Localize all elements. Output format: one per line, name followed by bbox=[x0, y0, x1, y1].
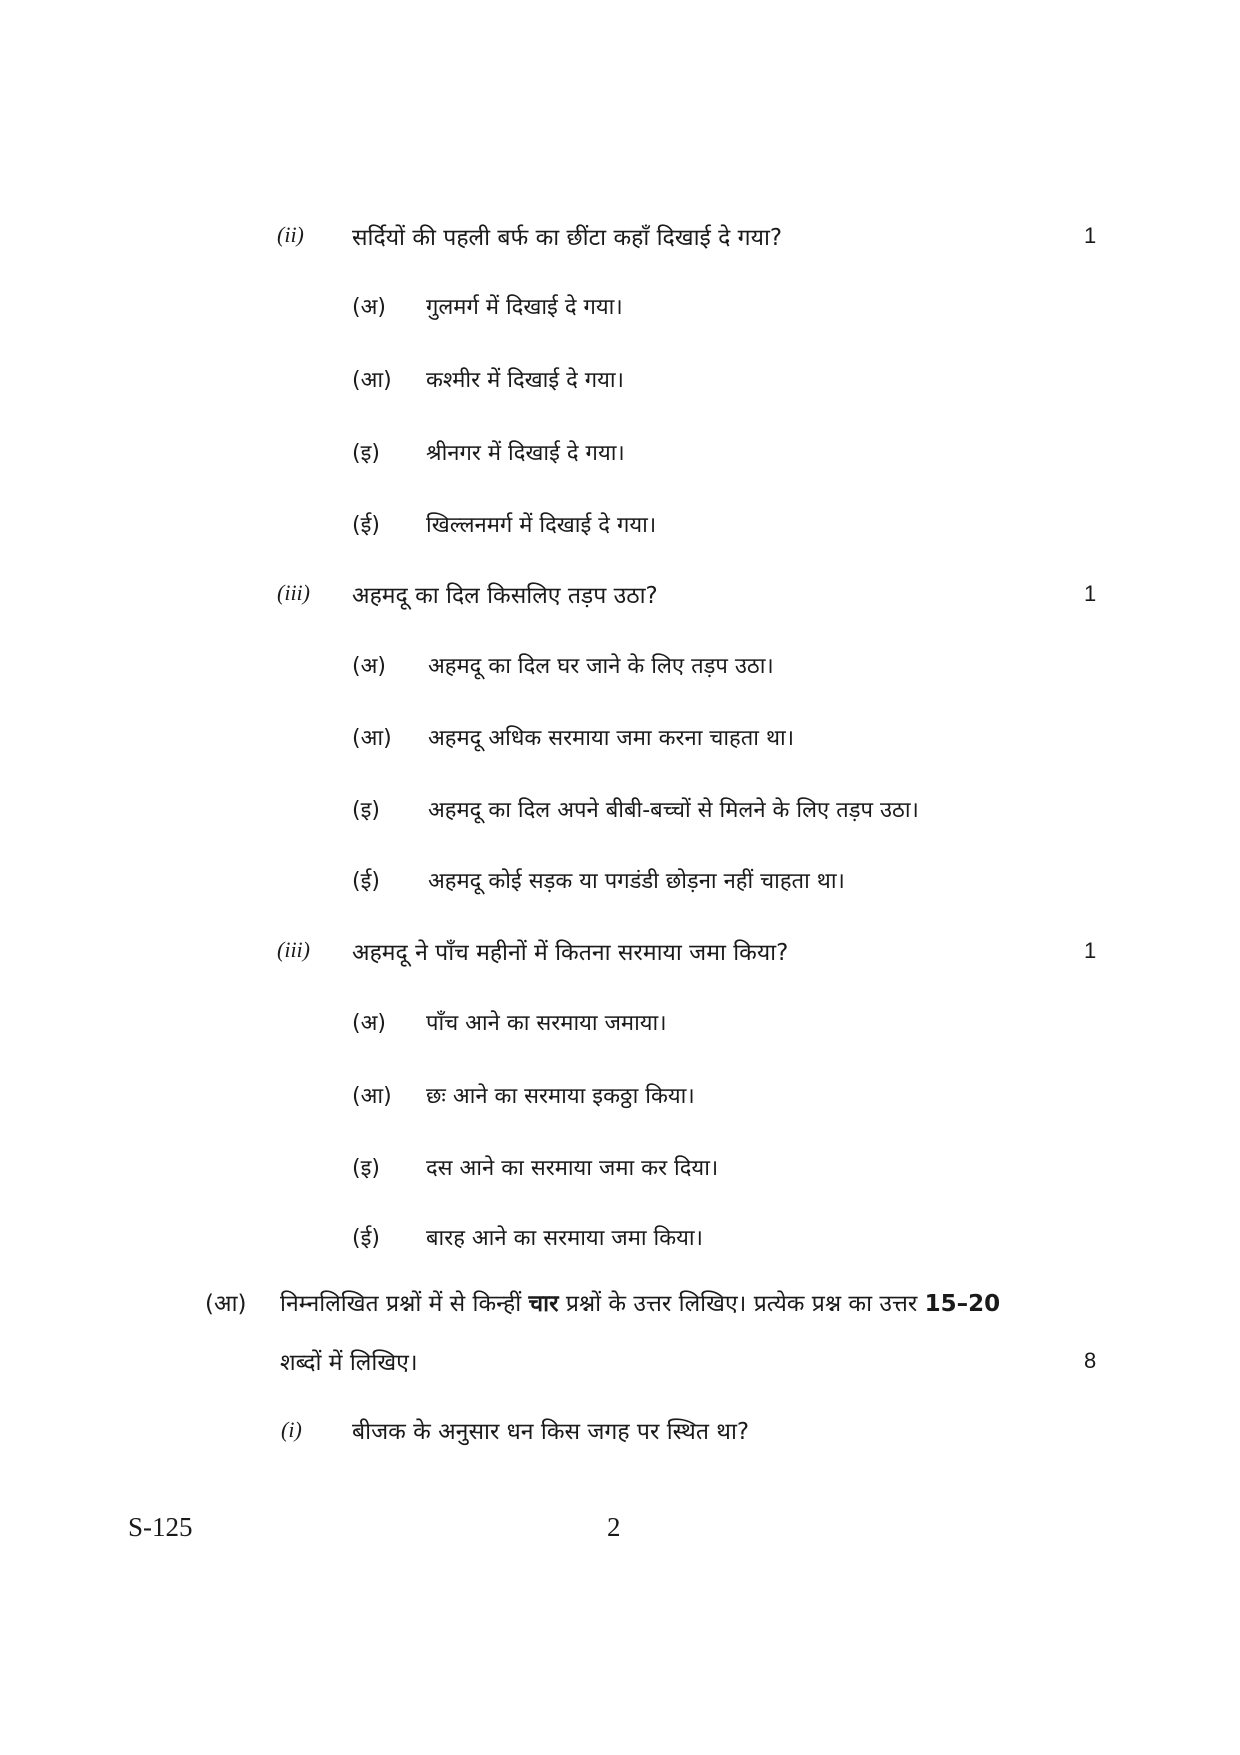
option-label: (इ) bbox=[352, 1156, 380, 1181]
question-text: अहमदू का दिल किसलिए तड़प उठा? bbox=[352, 583, 658, 609]
question-number: (iii) bbox=[277, 937, 310, 962]
option-text: अहमदू अधिक सरमाया जमा करना चाहता था। bbox=[428, 726, 795, 751]
instruction-word-range: 15–20 bbox=[924, 1291, 1001, 1317]
option-label: (आ) bbox=[352, 726, 392, 751]
option-text: गुलमर्ग में दिखाई दे गया। bbox=[426, 295, 623, 320]
option-label: (अ) bbox=[352, 654, 386, 679]
instruction-text: प्रश्नों के उत्तर लिखिए। प्रत्येक प्रश्न का उत्तर bbox=[565, 1291, 918, 1317]
question-marks: 1 bbox=[1084, 581, 1097, 606]
question-number: (i) bbox=[281, 1417, 302, 1442]
section-instruction-line1 bbox=[280, 1286, 1000, 1318]
option-text: श्रीनगर में दिखाई दे गया। bbox=[426, 441, 625, 466]
option-label: (अ) bbox=[352, 1011, 386, 1036]
instruction-text: निम्नलिखित प्रश्नों में से किन्हीं bbox=[280, 1291, 522, 1317]
option-label: (ई) bbox=[352, 1226, 380, 1251]
option-text: अहमदू कोई सड़क या पगडंडी छोड़ना नहीं चाहता था। bbox=[428, 869, 845, 894]
question-marks: 1 bbox=[1084, 223, 1097, 248]
section-marks: 8 bbox=[1084, 1348, 1097, 1373]
option-text: छः आने का सरमाया इकठ्ठा किया। bbox=[426, 1084, 695, 1109]
section-label: (आ) bbox=[205, 1291, 247, 1317]
option-label: (आ) bbox=[352, 1084, 392, 1109]
question-text: सर्दियों की पहली बर्फ का छींटा कहाँ दिखाई दे गया? bbox=[352, 225, 783, 251]
option-text: अहमदू का दिल घर जाने के लिए तड़प उठा। bbox=[428, 654, 774, 679]
option-label: (इ) bbox=[352, 441, 380, 466]
option-text: अहमदू का दिल अपने बीबी-बच्चों से मिलने के लिए तड़प उठा। bbox=[428, 798, 919, 823]
option-label: (अ) bbox=[352, 295, 386, 320]
question-marks: 1 bbox=[1084, 938, 1097, 963]
option-text: कश्मीर में दिखाई दे गया। bbox=[426, 368, 624, 393]
option-text: पाँच आने का सरमाया जमाया। bbox=[426, 1011, 667, 1036]
page-number: 2 bbox=[607, 1512, 621, 1542]
option-label: (ई) bbox=[352, 869, 380, 894]
instruction-emphasis: चार bbox=[528, 1291, 559, 1317]
option-text: बारह आने का सरमाया जमा किया। bbox=[426, 1226, 703, 1251]
option-text: खिल्लनमर्ग में दिखाई दे गया। bbox=[426, 513, 657, 538]
option-label: (आ) bbox=[352, 368, 392, 393]
question-text: बीजक के अनुसार धन किस जगह पर स्थित था? bbox=[352, 1419, 750, 1445]
section-instruction-line2: शब्दों में लिखिए। bbox=[280, 1350, 418, 1376]
question-text: अहमदू ने पाँच महीनों में कितना सरमाया जमा किया? bbox=[352, 940, 789, 966]
option-text: दस आने का सरमाया जमा कर दिया। bbox=[426, 1156, 719, 1181]
paper-code: S-125 bbox=[128, 1512, 193, 1542]
question-number: (iii) bbox=[277, 580, 310, 605]
question-number: (ii) bbox=[277, 222, 304, 247]
option-label: (ई) bbox=[352, 513, 380, 538]
option-label: (इ) bbox=[352, 798, 380, 823]
